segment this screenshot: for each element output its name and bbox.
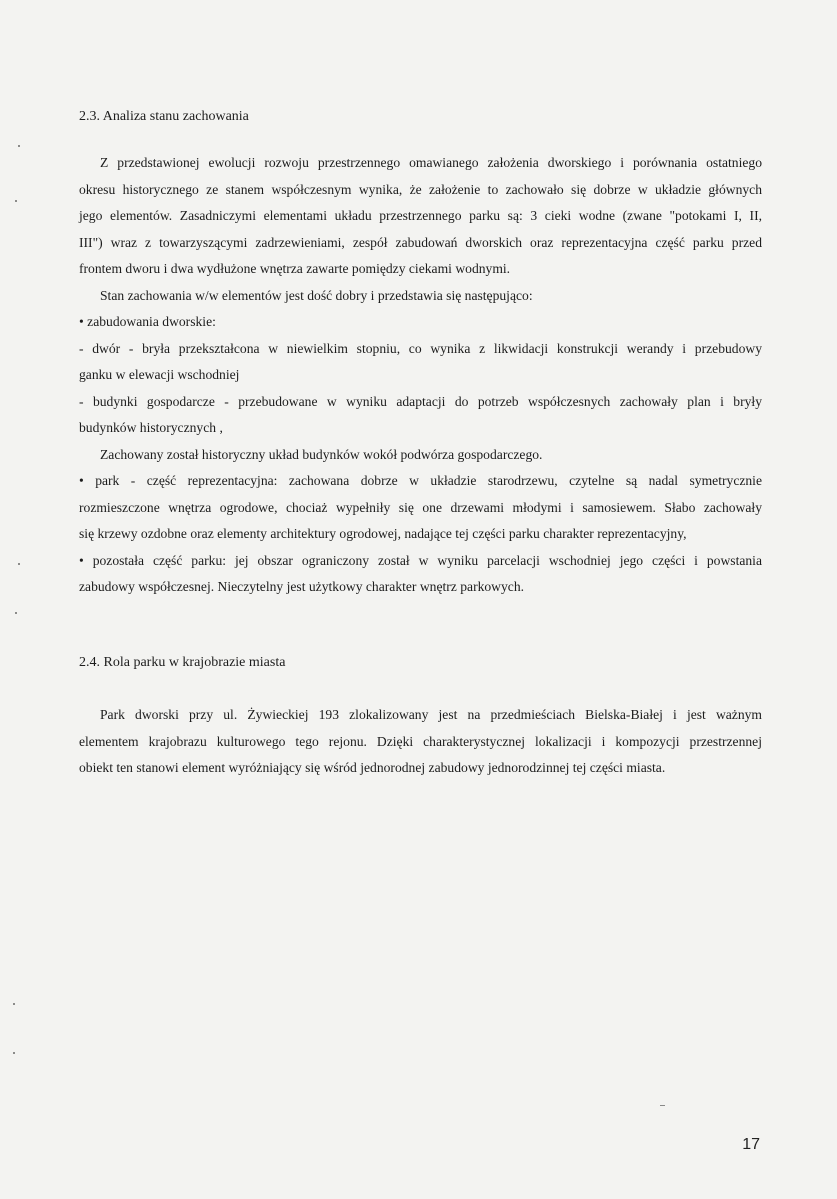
text-line: - dwór - bryła przekształcona w niewielkim stopniu, co wynika z likwidacji konstrukcji werandy i przebudowy [79, 340, 762, 356]
page-number: 17 [742, 1136, 760, 1153]
text-line: Stan zachowania w/w elementów jest dość dobry i przedstawia się następująco: [100, 287, 533, 303]
text-line: frontem dworu i dwa wydłużone wnętrza zawarte pomiędzy ciekami wodnymi. [79, 261, 511, 276]
text-line: się krzewy ozdobne oraz elementy architektury ogrodowej, nadające tej części parku charakter reprezentacyjny, [79, 526, 687, 541]
list-item: • zabudowania dworskie: [79, 314, 216, 329]
text-line: budynków historycznych , [79, 420, 223, 435]
text-line: rozmieszczone wnętrza ogrodowe, chociaż wypełniły się one drzewami młodymi i samosiewem. Słabo zachowały [79, 499, 762, 515]
text-line: zabudowy współczesnej. Nieczytelny jest użytkowy charakter wnętrz parkowych. [79, 579, 525, 594]
text-line: III") wraz z towarzyszącymi zadrzewieniami, zespół zabudowań dworskich oraz reprezentacyjna część parku przed [79, 234, 762, 250]
list-item: • pozostała część parku: jej obszar ograniczony został w wyniku parcelacji wschodniej jego części i powstania [79, 552, 762, 568]
text-line: obiekt ten stanowi element wyróżniający się wśród jednorodnej zabudowy jednorodzinnej tej części miasta. [79, 760, 666, 775]
scan-speck [18, 563, 20, 565]
scan-speck [13, 1052, 15, 1054]
section-body-2-4 [79, 702, 762, 782]
scan-mark [660, 1105, 665, 1106]
text-line: - budynki gospodarcze - przebudowane w wyniku adaptacji do potrzeb współczesnych zachowały plan i bryły [79, 393, 762, 409]
text-line: Zachowany został historyczny układ budynków wokół podwórza gospodarczego. [100, 446, 543, 462]
text-line: Park dworski przy ul. Żywieckiej 193 zlokalizowany jest na przedmieściach Bielska-Białej i jest ważnym [100, 707, 762, 722]
scan-speck [15, 200, 17, 202]
section-body-2-3 [79, 150, 762, 601]
section-heading-2-3: 2.3. Analiza stanu zachowania [79, 109, 249, 124]
section-heading-2-4: 2.4. Rola parku w krajobrazie miasta [79, 655, 286, 670]
text-line: jego elementów. Zasadniczymi elementami układu przestrzennego parku są: 3 cieki wodne (zwane "potokami I, II, [79, 208, 762, 223]
scan-speck [13, 1003, 15, 1005]
list-item: • park - część reprezentacyjna: zachowana dobrze w układzie starodrzewu, czytelne są nadal symetrycznie [79, 473, 762, 488]
scan-speck [15, 612, 17, 614]
text-line: elementem krajobrazu kulturowego tego rejonu. Dzięki charakterystycznej lokalizacji i kompozycji przestrzennej [79, 733, 762, 749]
text-line: Z przedstawionej ewolucji rozwoju przestrzennego omawianego założenia dworskiego i porównania ostatniego [100, 155, 762, 170]
text-line: ganku w elewacji wschodniej [79, 367, 240, 382]
text-line: okresu historycznego ze stanem współczesnym wynika, że założenie to zachowało się dobrze w układzie głównych [79, 181, 762, 197]
scan-speck [18, 145, 20, 147]
